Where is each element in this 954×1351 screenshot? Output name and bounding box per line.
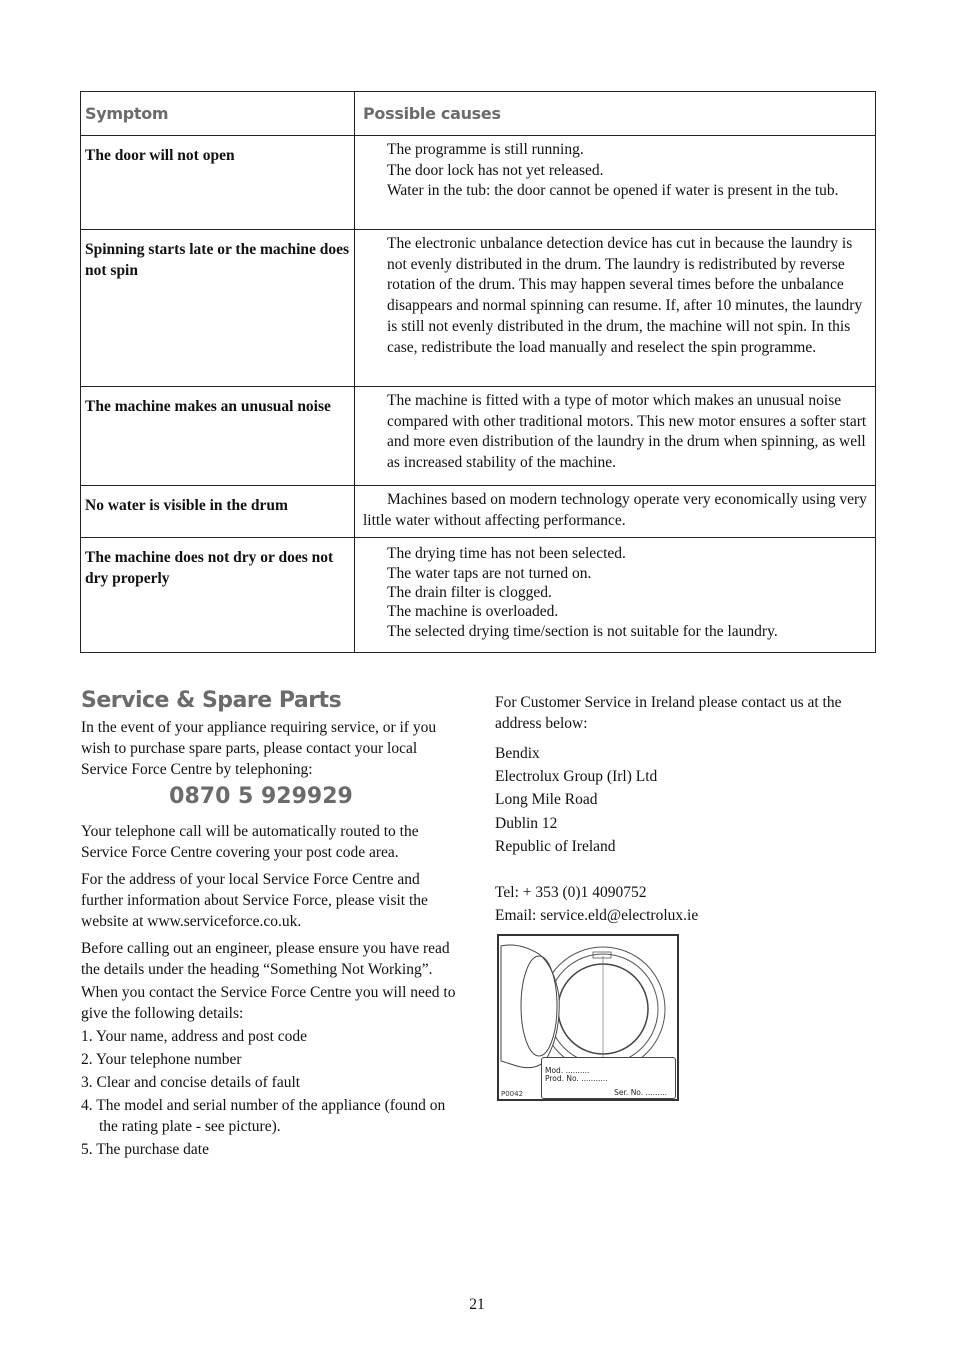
- details-list: [81, 1026, 461, 1160]
- cause-line: The machine is fitted with a type of motor which makes an unusual noise compared with other traditional motors. This new motor ensures a softer start and more even distribution of the laundry in the drum when spinning, as well as increased stability of the machine.: [387, 392, 867, 472]
- address-line: Dublin 12: [495, 814, 558, 832]
- table-row: [81, 230, 876, 387]
- ireland-contact-details: [495, 881, 880, 927]
- address-line: Bendix: [495, 745, 540, 762]
- cause-line: The electronic unbalance detection device has cut in because the laundry is not evenly distributed in the drum. The laundry is redistributed by reverse rotation of the drum. This may happen several times before the unbalance disappears and normal spinning can resume. If, after 10 minutes, the laundry is still not evenly distributed in the drum, the machine will not spin. In this case, redistribute the load manually and reselect the spin programme.: [387, 235, 863, 356]
- service-details-text: When you contact the Service Force Centre you will need to give the following details:: [81, 984, 456, 1022]
- symptom-dry: The machine does not dry or does not dry properly: [81, 538, 355, 653]
- list-item: 2. Your telephone number: [81, 1051, 242, 1068]
- cause-line: The water taps are not turned on.: [387, 564, 592, 582]
- table-row: [81, 387, 876, 486]
- table-row: [81, 486, 876, 538]
- troubleshooting-table: [80, 91, 876, 653]
- service-section: [81, 690, 461, 1162]
- causes-noise: [355, 387, 876, 486]
- ireland-contact-section: [495, 692, 880, 927]
- rating-plate-illustration: [497, 934, 679, 1101]
- cause-line: The machine is overloaded.: [387, 603, 559, 621]
- service-routed-text: Your telephone call will be automatically routed to the Service Force Centre covering your post code area.: [81, 823, 419, 861]
- cause-line: Water in the tub: the door cannot be opened if water is present in the tub.: [387, 182, 839, 200]
- causes-dry: [355, 538, 876, 653]
- figure-code: P0042: [501, 1090, 524, 1098]
- address-line: Electrolux Group (Irl) Ltd: [495, 768, 658, 786]
- symptom-door: The door will not open: [81, 136, 355, 230]
- list-item: 5. The purchase date: [81, 1141, 209, 1158]
- plate-model: Mod. ..........: [545, 1066, 590, 1075]
- symptom-no-water: No water is visible in the drum: [81, 486, 355, 538]
- service-website-text: For the address of your local Service Force Centre and further information about Service Force, please visit the website at www.serviceforce.co.uk.: [81, 871, 428, 930]
- service-intro: In the event of your appliance requiring service, or if you wish to purchase spare parts, please contact your local Service Force Centre by telephoning:: [81, 719, 437, 778]
- list-item: 4. The model and serial number of the appliance (found on the rating plate - see picture).: [81, 1097, 446, 1135]
- ireland-address: [495, 742, 880, 858]
- causes-spin: [355, 230, 876, 387]
- list-item: 1. Your name, address and post code: [81, 1028, 308, 1045]
- table-row: [81, 136, 876, 230]
- door-catch: [593, 952, 611, 958]
- ireland-email: Email: service.eld@electrolux.ie: [495, 907, 699, 925]
- cause-line: The drain filter is clogged.: [387, 584, 552, 601]
- address-line: Republic of Ireland: [495, 837, 616, 855]
- causes-no-water: [355, 486, 876, 538]
- ireland-tel: Tel: + 353 (0)1 4090752: [495, 884, 647, 902]
- cause-line: The door lock has not yet released.: [387, 161, 604, 179]
- page-number: 21: [469, 1296, 485, 1313]
- cause-line: The programme is still running.: [387, 141, 584, 158]
- symptom-noise: The machine makes an unusual noise: [81, 387, 355, 486]
- header-possible-causes: Possible causes: [355, 92, 876, 136]
- ireland-intro: For Customer Service in Ireland please contact us at the address below:: [495, 694, 842, 732]
- table-header-row: [81, 92, 876, 136]
- causes-door: [355, 136, 876, 230]
- table-row: [81, 538, 876, 653]
- cause-line: The selected drying time/section is not suitable for the laundry.: [387, 622, 778, 640]
- section-heading: Service & Spare Parts: [81, 688, 342, 713]
- header-symptom: Symptom: [81, 92, 355, 136]
- symptom-spin: Spinning starts late or the machine does not spin: [81, 230, 355, 387]
- address-line: Long Mile Road: [495, 791, 598, 809]
- plate-serial-number: Ser. No. .........: [614, 1088, 667, 1097]
- service-phone-number: 0870 5 929929: [169, 784, 353, 809]
- plate-product-number: Prod. No. ...........: [545, 1074, 608, 1083]
- service-before-text: Before calling out an engineer, please ensure you have read the details under the heading “Something Not Working”.: [81, 940, 450, 978]
- list-item: 3. Clear and concise details of fault: [81, 1074, 301, 1091]
- rating-plate: [541, 1057, 676, 1099]
- cause-line: The drying time has not been selected.: [387, 545, 626, 563]
- cause-line: Machines based on modern technology operate very economically using very little water without affecting performance.: [363, 491, 867, 529]
